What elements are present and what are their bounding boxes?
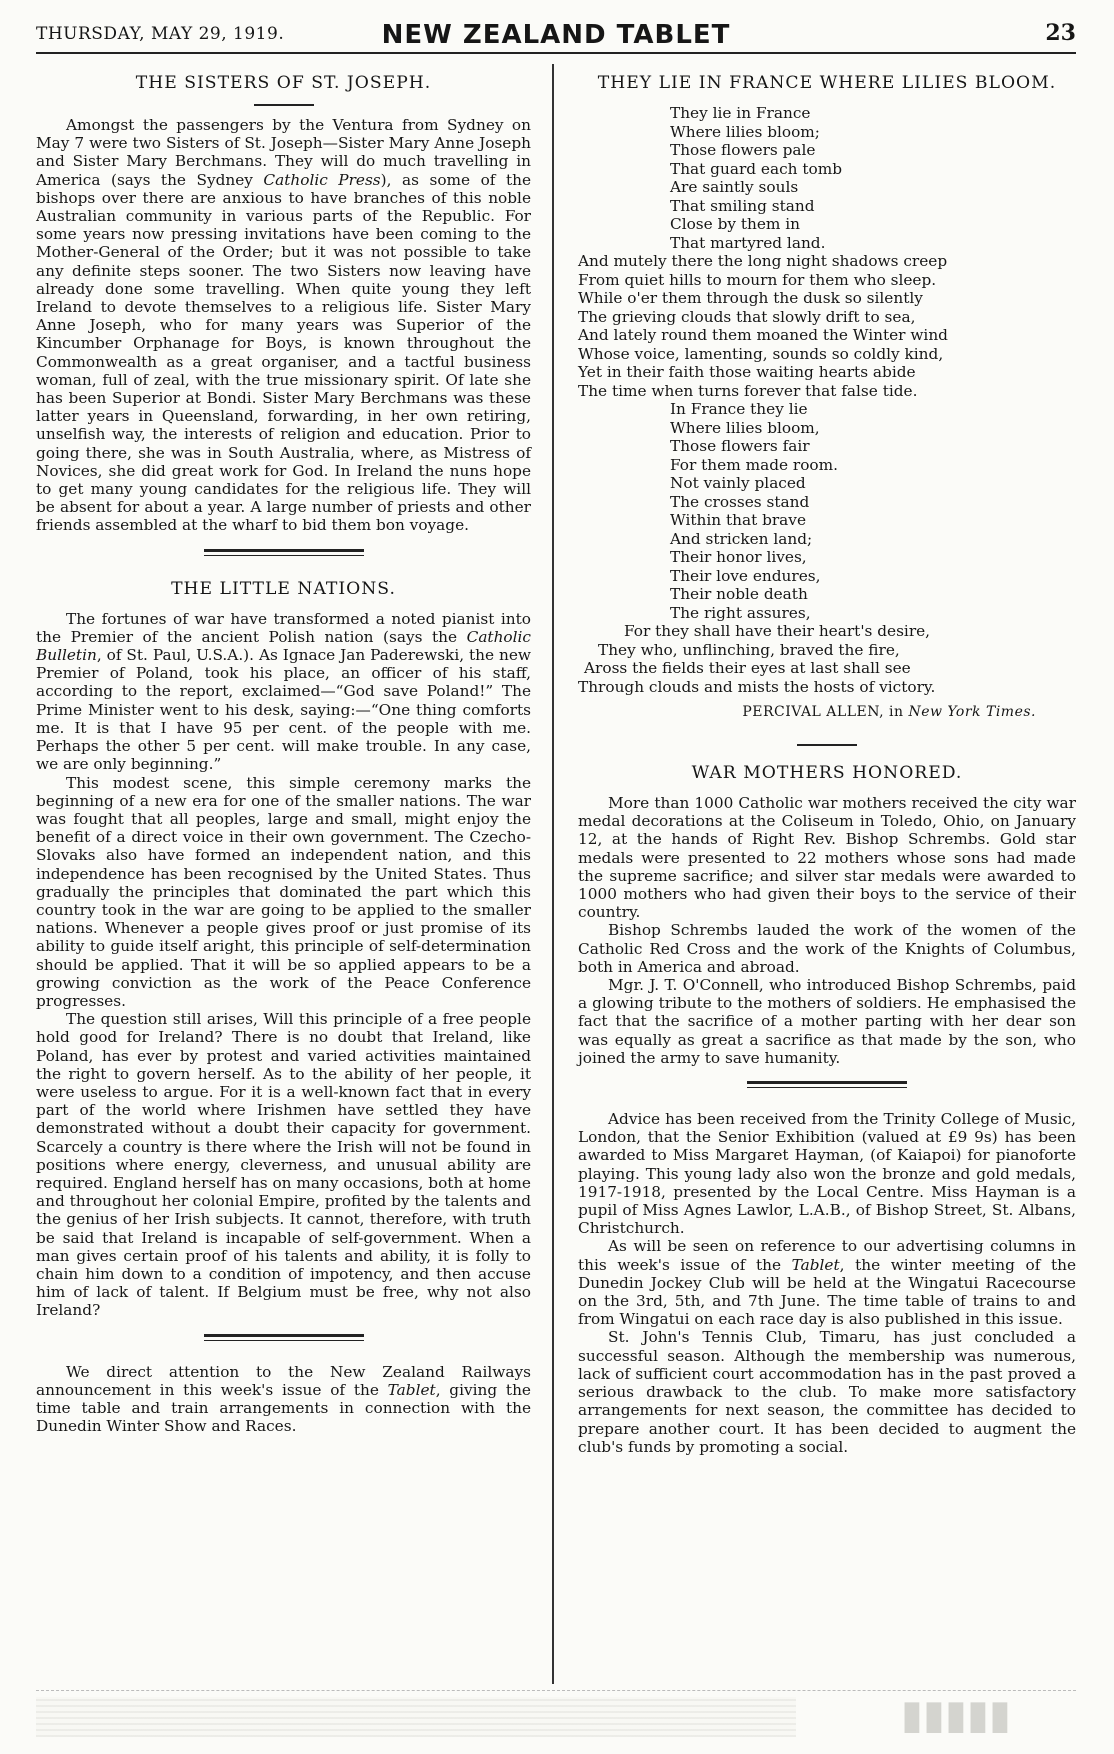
poem-line: And lately round them moaned the Winter wind [578,326,948,344]
poem-line: Yet in their faith those waiting hearts abide [578,363,916,381]
poem-line: Through clouds and mists the hosts of victory. [578,677,936,696]
poem-line: That smiling stand [670,196,815,215]
poem-line: Where lilies bloom; [670,122,820,141]
masthead-title: NEW ZEALAND TABLET [381,20,731,50]
poem-line: For they shall have their heart's desire, [624,622,931,640]
poem-line: And stricken land; [670,529,813,548]
article-paragraph: St. John's Tennis Club, Timaru, has just concluded a successful season. Although the membership was numerous, lack of sufficient court accommodation has in the past proved a serious drawback to the club. To make more satisfactory arrangements for next season, the committee has decided to prepare another court. It has been decided to augment the club's funds by promoting a social. [578,1328,1076,1456]
text-run: , giving the time table and train arrangements in connection with the Dunedin Winter Show and Races. [36,1380,531,1436]
poem-line: Are saintly souls [670,178,799,196]
right-column [578,72,1076,1456]
text-run: , of St. Paul, U.S.A.). As Ignace Jan Paderewski, the new Premier of Poland, took his place, an officer of his staff, according to the report, exclaimed—“God save Poland!” The Prime Minister went to his desk, saying:—“One thing comforts me. It is that I have 95 per cent. of the people with me. Perhaps the other 5 per cent. will make trouble. In any case, we are only beginning.” [36,646,531,774]
article-paragraph [578,1237,1076,1328]
publication-name: Catholic Press [263,170,381,189]
poem-line: Those flowers pale [670,141,816,159]
text-run: The fortunes of war have transformed a noted pianist into the Premier of the ancient Polish nation (says the [36,609,531,646]
poem-line: While o'er them through the dusk so silently [578,289,923,307]
poem-line: Their honor lives, [670,548,807,566]
publication-name: Tablet [791,1255,840,1274]
poem-line: They lie in France [670,104,811,122]
publication-name: New York Times. [908,704,1036,720]
article-paragraph: This modest scene, this simple ceremony marks the beginning of a new era for one of the smaller nations. The war was fought that all peoples, large and small, might enjoy the benefit of a direct voice in their own government. The Czecho-Slovaks also have formed an independent nation, and this independence has been recognised by the United States. Thus gradually the principles that dominated the part which this country took in the war are going to be applied to the smaller nations. Whenever a people gives proof or just promise of its ability to guide itself aright, this principle of self-determination should be applied. That it will be so applied appears to be a growing conviction as the work of the Peace Conference progresses. [36,773,531,1010]
article-little-nations [36,578,531,1320]
article-paragraph [36,116,531,535]
article-title: THE SISTERS OF ST. JOSEPH. [135,73,432,93]
section-divider [204,549,364,556]
poem-line: The right assures, [670,603,811,622]
poem-line: The grieving clouds that slowly drift to sea, [578,307,916,326]
text-run: As will be seen on reference to our advertising columns in this week's issue of the [578,1237,1076,1274]
poem-title: THEY LIE IN FRANCE WHERE LILIES BLOOM. [597,73,1057,93]
article-war-mothers-honored [578,762,1076,1067]
text-run: We direct attention to the New Zealand Railways announcement in this week's issue of the [36,1362,531,1399]
poem-line: For them made room. [670,455,839,474]
publication-name: Catholic Bulletin [36,627,531,665]
article-paragraph [36,610,531,774]
poem-line: Close by them in [670,215,801,233]
publication-name: Tablet [387,1380,436,1399]
article-local-news [578,1110,1076,1456]
poem-they-lie-in-france [578,72,1076,720]
text-run: PERCIVAL ALLEN, in [742,704,909,720]
section-rule [797,744,857,746]
poem-line: Whose voice, lamenting, sounds so coldly kind, [578,344,944,363]
article-title: WAR MOTHERS HONORED. [691,763,963,783]
poem-line: That martyred land. [670,233,826,252]
poem-line: Aross the fields their eyes at last shall see [584,659,911,677]
article-paragraph: The question still arises, Will this principle of a free people hold good for Ireland? There is no doubt that Ireland, like Poland, has ever by protest and varied activities maintained the right to govern herself. As to the ability of her people, it were useless to argue. For it is a well-known fact that in every part of the world where Irishmen have settled they have demonstrated without a doubt their capacity for government. Scarcely a country is there where the Irish will not be found in positions where energy, cleverness, and unusual ability are required. England herself has on many occasions, both at home and throughout her colonial Empire, profited by the talents and the genius of her Irish subjects. It cannot, therefore, with truth be said that Ireland is incapable of self-government. When a man gives certain proof of his talents and ability, it is folly to chain him down to a condition of impotency, and then accuse him of lack of talent. If Belgium must be free, why not also Ireland? [36,1010,532,1320]
article-railways-notice [36,1363,531,1436]
poem-body [578,104,1076,696]
article-paragraph [36,1363,531,1436]
poem-line: And mutely there the long night shadows creep [578,252,948,270]
section-divider [747,1081,907,1088]
faded-ad-logo: ▮▮▮▮▮ [900,1692,1012,1738]
text-run: ), as some of the bishops over there are anxious to have branches of this noble Australian community in various parts of the Republic. For some years now pressing invitations have been coming to the Mother-General of the Order; but it was not possible to take any definite steps sooner. The two Sisters now leaving have already done some travelling. When quite young they left Ireland to devote themselves to a religious life. Sister Mary Anne Joseph, who for many years was Superior of the Kincumber Orphanage for Boys, is known throughout the Commonwealth as a great organiser, and a tactful business woman, full of zeal, with the true missionary spirit. Of late she has been Superior at Bondi. Sister Mary Berchmans was these latter years in Queensland, forwarding, in her own retiring, unselfish way, the interests of religion and education. Prior to going there, she was in South Australia, where, as Mistress of Novices, she did great work for God. In Ireland the nuns hope to get many young candidates for the religious life. They will be absent for about a year. A large number of priests and other friends assembled at the wharf to bid them bon voyage. [36,170,531,535]
poem-line: Their love endures, [670,566,821,585]
poem-line: From quiet hills to mourn for them who sleep. [578,270,937,289]
title-rule [254,104,314,106]
poem-line: The time when turns forever that false tide. [578,381,918,400]
article-title: THE LITTLE NATIONS. [171,578,396,599]
poem-line: The crosses stand [670,492,810,511]
bleed-through-advertisement [36,1690,1076,1741]
poem-line: Within that brave [670,511,806,529]
poem-line: They who, unflinching, braved the fire, [598,640,900,659]
left-column [36,72,531,1435]
article-paragraph: More than 1000 Catholic war mothers received the city war medal decorations at the Coliseum in Toledo, Ohio, on January 12, at the hands of Right Rev. Bishop Schrembs. Gold star medals were presented to 22 mothers whose sons had made the supreme sacrifice; and silver star medals were awarded to 1000 mothers who had given their boys to the service of their country. [578,794,1076,922]
article-paragraph: Mgr. J. T. O'Connell, who introduced Bishop Schrembs, paid a glowing tribute to the mothers of soldiers. He emphasised the fact that the sacrifice of a mother parting with her dear son was equally as great a sacrifice as that made by the son, who joined the army to save humanity. [578,976,1076,1067]
page-header [36,18,1076,54]
poem-line: Those flowers fair [670,437,810,455]
poem-line: Not vainly placed [670,474,806,492]
text-run: , the winter meeting of the Dunedin Jockey Club will be held at the Wingatui Racecourse on the 3rd, 5th, and 7th June. The time table of trains to and from Wingatui on each race day is also published in this issue. [578,1255,1077,1329]
poem-line: Where lilies bloom, [670,418,820,437]
text-run: Amongst the passengers by the Ventura from Sydney on May 7 were two Sisters of St. Joseph—Sister Mary Anne Joseph and Sister Mary Berchmans. They will do much travelling in America (says the Sydney [36,116,531,189]
page-number: 23 [1045,20,1076,46]
poem-line: Their noble death [670,585,808,603]
article-paragraph: Advice has been received from the Trinity College of Music, London, that the Senior Exhibition (valued at £9 9s) has been awarded to Miss Margaret Hayman, (of Kaiapoi) for pianoforte playing. This young lady also won the bronze and gold medals, 1917-1918, presented by the Local Centre. Miss Hayman is a pupil of Miss Agnes Lawlor, L.A.B., of Bishop Street, St. Albans, Christchurch. [578,1110,1076,1238]
poem-line: That guard each tomb [670,159,843,178]
faded-ad-text [36,1697,796,1737]
article-paragraph: Bishop Schrembs lauded the work of the women of the Catholic Red Cross and the work of the Knights of Columbus, both in America and abroad. [578,921,1076,976]
article-sisters-of-st-joseph [36,72,531,535]
column-divider [552,64,554,1684]
poem-line: In France they lie [670,400,808,418]
issue-date: THURSDAY, MAY 29, 1919. [36,24,285,44]
poem-attribution [578,704,1076,720]
section-divider [204,1334,364,1341]
